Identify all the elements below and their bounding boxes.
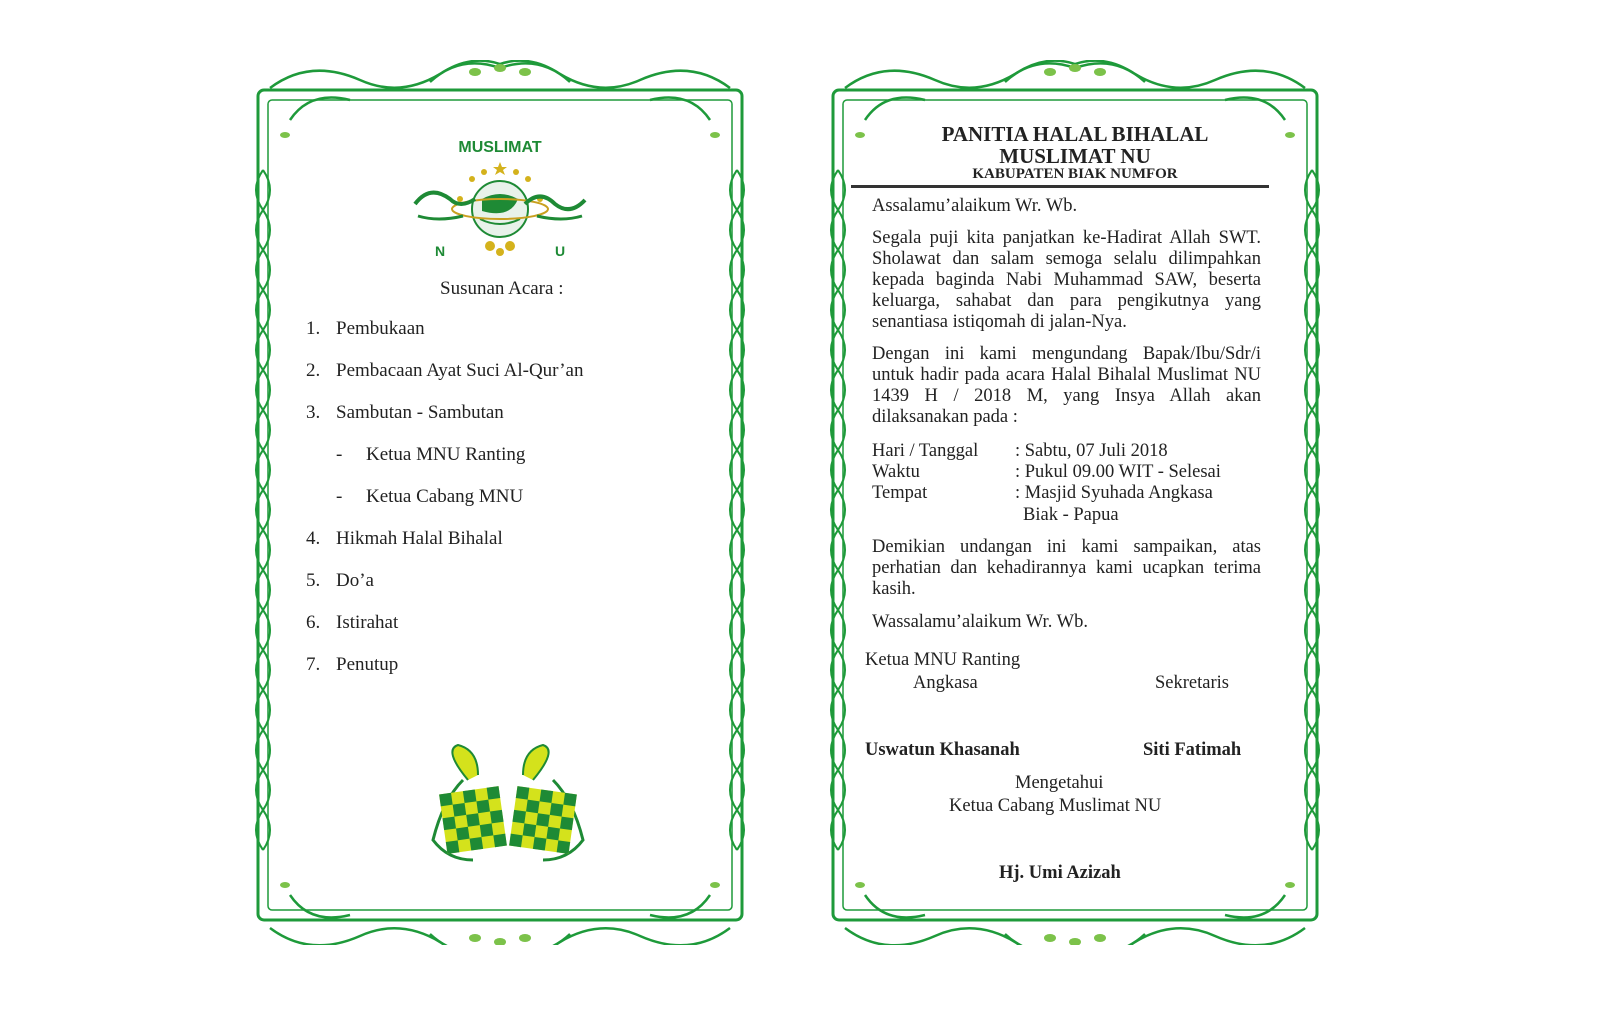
logo-brand: MUSLIMAT xyxy=(458,139,542,156)
paragraph-closing: Demikian undangan ini kami sampaikan, atas perhatian dan kehadirannya kami ucapkan terima kasih. xyxy=(872,537,1261,599)
signer1-name: Uswatun Khasanah xyxy=(865,740,1020,760)
signer1-title-line2: Angkasa xyxy=(913,673,978,693)
logo-letter-u: U xyxy=(554,243,566,259)
header-org: MUSLIMAT NU xyxy=(999,144,1151,168)
signer2-title: Sekretaris xyxy=(1155,673,1229,693)
paragraph-opening: Segala puji kita panjatkan ke-Hadirat Allah SWT. Sholawat dan salam semoga selalu dilimpahkan kepada baginda Nabi Muhammad SAW, beserta keluarga, sahabat dan para pengikutnya yang senantiasa istiqomah di jalan-Nya. xyxy=(872,228,1261,332)
header-region: KABUPATEN BIAK NUMFOR xyxy=(972,166,1178,182)
muslimat-nu-logo xyxy=(410,134,590,264)
paragraph-invitation: Dengan ini kami mengundang Bapak/Ibu/Sdr/i untuk hadir pada acara Halal Bihalal Muslimat NU 1439 H / 2018 M, yang Insya Allah akan dilaksanakan pada : xyxy=(872,344,1261,427)
agenda-title: Susunan Acara : xyxy=(440,278,564,299)
invitation-page xyxy=(825,60,1325,945)
agenda-page: MUSLIMAT N U Susunan Acara : 1. Pembukaan 2. Pembacaan Ayat Suci Al-Qur’an 3. Sambutan - Sambutan - Ketua MNU Ranting - Ketua Cabang MNU 4. Hikmah Halal Bihalal 5. Do’a 6. Istirahat 7. Penutup xyxy=(250,60,750,945)
signer1-title: Ketua MNU Ranting xyxy=(865,650,1021,670)
ketupat-icon xyxy=(428,740,588,870)
header-title: PANITIA HALAL BIHALAL xyxy=(941,122,1209,146)
detail-place-line2: Biak - Papua xyxy=(1023,505,1119,525)
acknowledge-label: Mengetahui xyxy=(1015,773,1104,793)
detail-row-date: Hari / Tanggal : Sabtu, 07 Juli 2018 xyxy=(872,441,1168,461)
detail-row-place: Tempat : Masjid Syuhada Angkasa xyxy=(872,483,1213,503)
detail-row-time: Waktu : Pukul 09.00 WIT - Selesai xyxy=(872,462,1221,482)
greeting: Assalamu’alaikum Wr. Wb. xyxy=(872,196,1078,216)
logo-letter-n: N xyxy=(434,243,446,259)
signer3-name: Hj. Umi Azizah xyxy=(999,863,1121,883)
acknowledge-title: Ketua Cabang Muslimat NU xyxy=(949,796,1162,816)
closing-salam: Wassalamu’alaikum Wr. Wb. xyxy=(872,612,1088,632)
header-rule xyxy=(851,185,1269,188)
signer2-name: Siti Fatimah xyxy=(1143,740,1242,760)
